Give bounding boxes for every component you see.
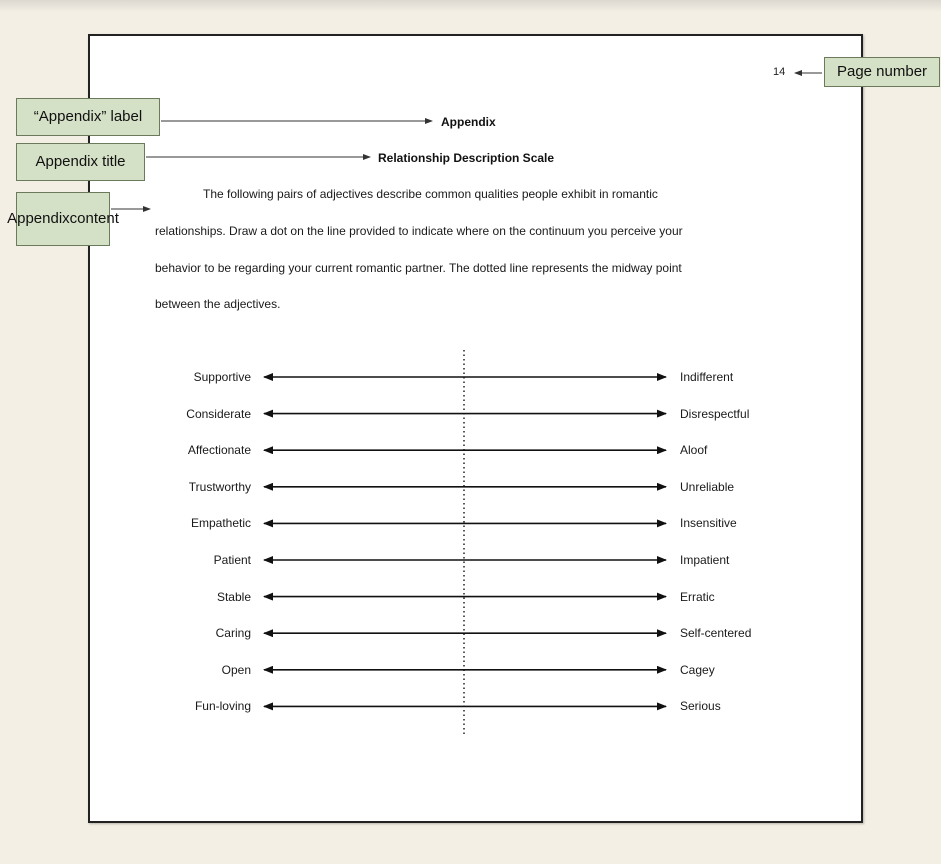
content-line-3: behavior to be regarding your current romantic partner. The dotted line represents the midway point [155, 261, 682, 275]
scale-right-adjective: Unreliable [680, 479, 735, 494]
scale-right-adjective: Serious [680, 699, 721, 714]
appendix-title-callout: Appendix title [16, 143, 145, 181]
scale-row [0, 697, 941, 717]
scale-row [0, 588, 941, 608]
content-line-2: relationships. Draw a dot on the line provided to indicate where on the continuum you perceive your [155, 224, 683, 238]
scale-row [0, 405, 941, 425]
scale-row [0, 551, 941, 571]
scale-left-adjective: Trustworthy [188, 479, 251, 494]
scale-lines [264, 377, 666, 706]
appendix-title: Relationship Description Scale [378, 151, 555, 165]
scale-right-adjective: Self-centered [680, 626, 752, 641]
scale-row [0, 514, 941, 534]
scale-right-adjective: Impatient [680, 553, 730, 567]
scale-right-adjective: Indifferent [680, 370, 734, 384]
scale-left-adjective: Patient [213, 553, 251, 567]
page-number-callout: Page number [824, 57, 940, 87]
scale-right-adjective: Insensitive [680, 516, 737, 531]
appendix-content-callout-line-2: content [69, 210, 119, 227]
appendix-content-callout-line-1: Appendix [7, 210, 70, 227]
content-line-1: The following pairs of adjectives describe common qualities people exhibit in romantic [203, 187, 658, 201]
scale-left-adjective: Empathetic [190, 516, 251, 531]
scale-left-adjective: Fun-loving [194, 699, 251, 714]
scale-left-adjective: Open [221, 662, 251, 677]
scale-right-adjective: Disrespectful [680, 406, 750, 421]
appendix-label-callout: “Appendix” label [16, 98, 160, 136]
page-number: 14 [773, 66, 786, 78]
scale-right-adjective: Cagey [680, 662, 715, 677]
scale-row [0, 368, 941, 388]
scale-left-adjective: Caring [215, 626, 251, 641]
scale-right-adjective: Erratic [680, 589, 715, 604]
scale-left-adjective: Stable [216, 589, 251, 604]
scale-left-adjective: Considerate [186, 406, 251, 421]
scale-row [0, 624, 941, 644]
scale-left-adjective: Affectionate [187, 443, 251, 458]
appendix-content-callout [7, 192, 119, 246]
content-line-4: between the adjectives. [155, 297, 281, 311]
scale-row [0, 661, 941, 681]
scale-row [0, 478, 941, 498]
scale-row [0, 441, 941, 461]
scale-right-adjective: Aloof [680, 443, 708, 458]
scale-left-adjective: Supportive [193, 370, 251, 384]
appendix-heading: Appendix [441, 115, 496, 129]
